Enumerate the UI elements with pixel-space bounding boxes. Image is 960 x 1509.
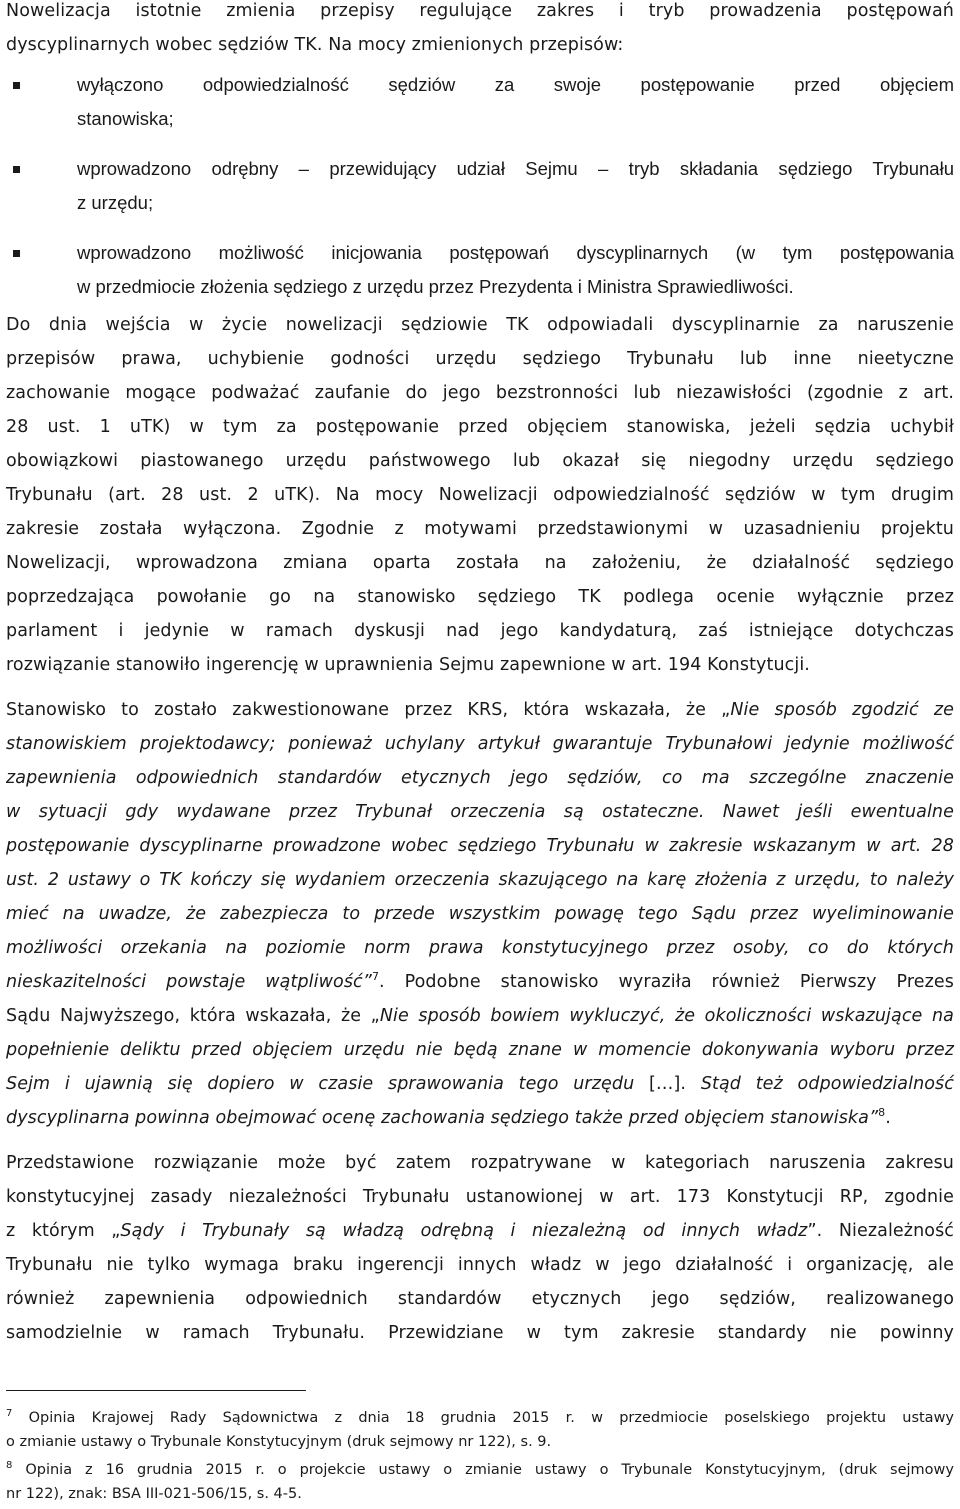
text-line: z urzędu; (77, 192, 154, 213)
document-page (6, 0, 954, 1350)
text-line: parlament i jedynie w ramach dyskusji nad jego kandydaturą, zaś istniejące dotychczas (6, 621, 954, 641)
text-line: poprzedzająca powołanie go na stanowisko sędziego TK podlega ocenie wyłącznie przez (6, 587, 954, 607)
footnote-separator (6, 1390, 306, 1391)
text-line: konstytucyjnej zasady niezależności Trybunału ustanowionej w art. 173 Konstytucji RP, zgodnie (6, 1187, 954, 1207)
quote-line: popełnienie deliktu przed objęciem urzędu nie będą znane w momencie dokonywania wyboru przez (6, 1040, 954, 1060)
quote-line: zapewnienia odpowiednich standardów etycznych jego sędziów, co ma szczególne znaczenie (6, 768, 954, 788)
text-line: wyłączono odpowiedzialność sędziów za swoje postępowanie przed objęciem (77, 74, 954, 95)
quote-text: Nie sposób zgodzić ze (730, 700, 954, 720)
intro-paragraph (6, 0, 954, 62)
square-bullet-icon (13, 250, 20, 257)
text-line: stanowiska; (77, 108, 174, 129)
bullet-list (6, 68, 954, 304)
text-line: dyscyplinarnych wobec sędziów TK. Na mocy zmienionych przepisów: (6, 35, 624, 55)
text-line: wprowadzono możliwość inicjowania postępowań dyscyplinarnych (w tym postępowania (77, 242, 954, 263)
text-line: Nowelizacji, wprowadzona zmiana oparta została na założeniu, że działalność sędziego (6, 553, 954, 573)
paragraph-disciplinary-history (6, 308, 954, 682)
text-line: również zapewnienia odpowiednich standardów etycznych jego sędziów, realizowanego (6, 1289, 954, 1309)
text-line: obowiązkowi piastowanego urzędu państwowego lub okazał się niegodny urzędu sędziego (6, 451, 954, 471)
quote-line: możliwości orzekania na poziomie norm prawa konstytucyjnego przez osoby, co do których (6, 938, 954, 958)
footnote-7 (6, 1406, 954, 1454)
text-line: Nowelizacja istotnie zmienia przepisy regulujące zakres i tryb prowadzenia postępowań (6, 1, 954, 21)
text-line: Sejm i ujawnią się dopiero w czasie sprawowania tego urzędu […]. Stąd też odpowiedzialność (6, 1074, 955, 1094)
footnote-line: nr 122), znak: BSA III-021-506/15, s. 4-5. (6, 1486, 302, 1502)
text-line: rozwiązanie stanowiło ingerencję w uprawnienia Sejmu zapewnione w art. 194 Konstytucji. (6, 655, 810, 675)
list-item (6, 236, 954, 304)
footnote-line: $^8$ Opinia z 16 grudnia 2015 r. o projekcie ustawy o zmianie ustawy o Trybunale Konstytucyjnym, (druk sejmowy (6, 1460, 954, 1478)
text-line: zachowanie mogące podważać zaufanie do jego bezstronności lub niezawisłości (zgodnie z art. (6, 383, 954, 403)
text-line: nieskazitelności powstaje wątpliwość”$^7$. Podobne stanowisko wyraziła również Pierwszy Prezes (6, 970, 954, 992)
paragraph-independence (6, 1146, 954, 1350)
text-line: Trybunału nie tylko wymaga braku ingerencji innych władz w jego działalność i organizację, ale (6, 1255, 954, 1275)
square-bullet-icon (13, 166, 20, 173)
footnote-8 (6, 1458, 954, 1506)
quote-line: ust. 2 ustawy o TK kończy się wydaniem orzeczenia skazującego na karę złożenia z urzędu, to należy (6, 870, 954, 890)
quote-line: stanowiskiem projektodawcy; ponieważ uchylany artykuł gwarantuje Trybunałowi jedynie możliwość (6, 734, 954, 754)
text-line: samodzielnie w ramach Trybunału. Przewidziane w tym zakresie standardy nie powinny (6, 1323, 954, 1343)
footnote-line: $^7$ Opinia Krajowej Rady Sądownictwa z dnia 18 grudnia 2015 r. w przedmiocie poselskiego projektu ustawy (6, 1408, 955, 1426)
text-line: przepisów prawa, uchybienie godności urzędu sędziego Trybunału lub inne nieetyczne (6, 349, 954, 369)
text-line: zakresie została wyłączona. Zgodnie z motywami przedstawionymi w uzasadnieniu projektu (6, 519, 954, 539)
footnote-line: o zmianie ustawy o Trybunale Konstytucyjnym (druk sejmowy nr 122), s. 9. (6, 1434, 552, 1450)
text-line: wprowadzono odrębny – przewidujący udział Sejmu – tryb składania sędziego Trybunału (77, 158, 954, 179)
quote-line: postępowanie dyscyplinarne prowadzone wobec sędziego Trybunału w zakresie wskazanym w art. 28 (6, 836, 954, 856)
square-bullet-icon (13, 82, 20, 89)
quote-line: w sytuacji gdy wydawane przez Trybunał orzeczenia są ostateczne. Nawet jeśli ewentualne (6, 802, 954, 822)
list-item (6, 68, 954, 136)
paragraph-krs-position (6, 693, 954, 1135)
list-item (6, 152, 954, 220)
text-line: Trybunału (art. 28 ust. 2 uTK). Na mocy Nowelizacji odpowiedzialność sędziów w tym drugim (6, 485, 954, 505)
text-line: Sądu Najwyższego, która wskazała, że „Nie sposób bowiem wykluczyć, że okoliczności wskazujące na (6, 1006, 954, 1026)
footnote-ref[interactable]: 8 (878, 1106, 886, 1120)
text-line: Stanowisko to zostało zakwestionowane przez KRS, która wskazała, że „Nie sposób zgodzić ze (6, 700, 954, 720)
text-line: Przedstawione rozwiązanie może być zatem rozpatrywane w kategoriach naruszenia zakresu (6, 1153, 954, 1173)
text-line: z którym „Sądy i Trybunały są władzą odrębną i niezależną od innych władz”. Niezależność (6, 1221, 955, 1241)
footnote-ref[interactable]: 7 (371, 970, 380, 984)
text-line: 28 ust. 1 uTK) w tym za postępowanie przed objęciem stanowiska, jeżeli sędzia uchybił (6, 417, 954, 437)
text-line: dyscyplinarna powinna obejmować ocenę zachowania sędziego także przed objęciem stanowiska”$^8$. (6, 1106, 891, 1128)
text-line: w przedmiocie złożenia sędziego z urzędu przez Prezydenta i Ministra Sprawiedliwości. (77, 276, 794, 297)
text-line: Do dnia wejścia w życie nowelizacji sędziowie TK odpowiadali dyscyplinarnie za naruszenie (6, 315, 954, 335)
quote-line: mieć na uwadze, że zabezpiecza to przede wszystkim powagę tego Sądu przez wyeliminowanie (6, 904, 954, 924)
